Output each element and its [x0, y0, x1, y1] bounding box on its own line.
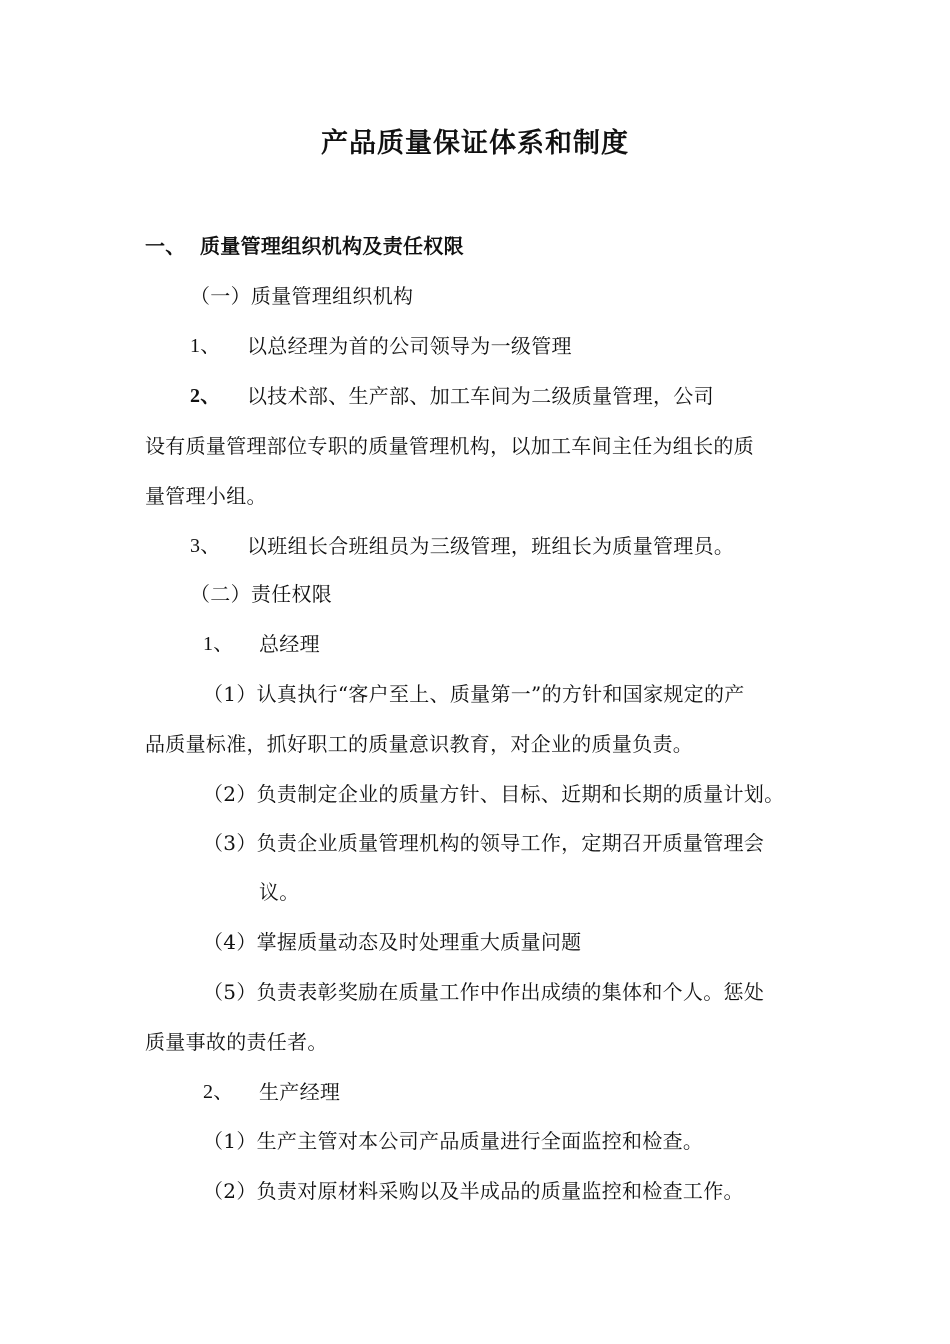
subsection-1-heading: （一）质量管理组织机构 — [190, 284, 414, 308]
role-1-para-3-line-2: 议。 — [259, 880, 300, 904]
role-1-title: 总经理 — [259, 632, 320, 656]
role-2-para-2: （2）负责对原材料采购以及半成品的质量监控和检查工作。 — [203, 1179, 744, 1203]
section-1-heading: 质量管理组织机构及责任权限 — [200, 234, 464, 258]
role-1-para-5-line-1: （5）负责表彰奖励在质量工作中作出成绩的集体和个人。惩处 — [203, 980, 765, 1004]
role-2-number: 2、 — [203, 1081, 234, 1103]
item-1-text: 以总经理为首的公司领导为一级管理 — [247, 334, 572, 358]
role-1-para-5-line-2: 质量事故的责任者。 — [145, 1030, 328, 1054]
item-1-number: 1、 — [190, 335, 221, 357]
item-2-number: 2、 — [190, 385, 221, 407]
role-2-para-1: （1）生产主管对本公司产品质量进行全面监控和检查。 — [203, 1129, 704, 1153]
role-1-para-1-line-2: 品质量标准，抓好职工的质量意识教育，对企业的质量负责。 — [145, 732, 694, 756]
role-1-para-4: （4）掌握质量动态及时处理重大质量问题 — [203, 930, 582, 954]
role-2-title: 生产经理 — [259, 1080, 341, 1104]
role-1-number: 1、 — [203, 633, 234, 655]
document-title: 产品质量保证体系和制度 — [321, 128, 629, 159]
role-1-para-3-line-1: （3）负责企业质量管理机构的领导工作，定期召开质量管理会 — [203, 831, 765, 855]
item-2-text-line-2: 设有质量管理部位专职的质量管理机构，以加工车间主任为组长的质 — [145, 434, 754, 458]
role-1-para-2: （2）负责制定企业的质量方针、目标、近期和长期的质量计划。 — [203, 782, 785, 806]
item-2-text-line-1: 以技术部、生产部、加工车间为二级质量管理，公司 — [247, 384, 714, 408]
role-1-para-1-line-1: （1）认真执行“客户至上、质量第一”的方针和国家规定的产 — [203, 682, 745, 706]
section-1-number: 一、 — [145, 234, 186, 258]
item-2-text-line-3: 量管理小组。 — [145, 484, 267, 508]
subsection-2-heading: （二）责任权限 — [190, 582, 333, 606]
item-3-text: 以班组长合班组员为三级管理，班组长为质量管理员。 — [247, 534, 735, 558]
item-3-number: 3、 — [190, 535, 221, 557]
